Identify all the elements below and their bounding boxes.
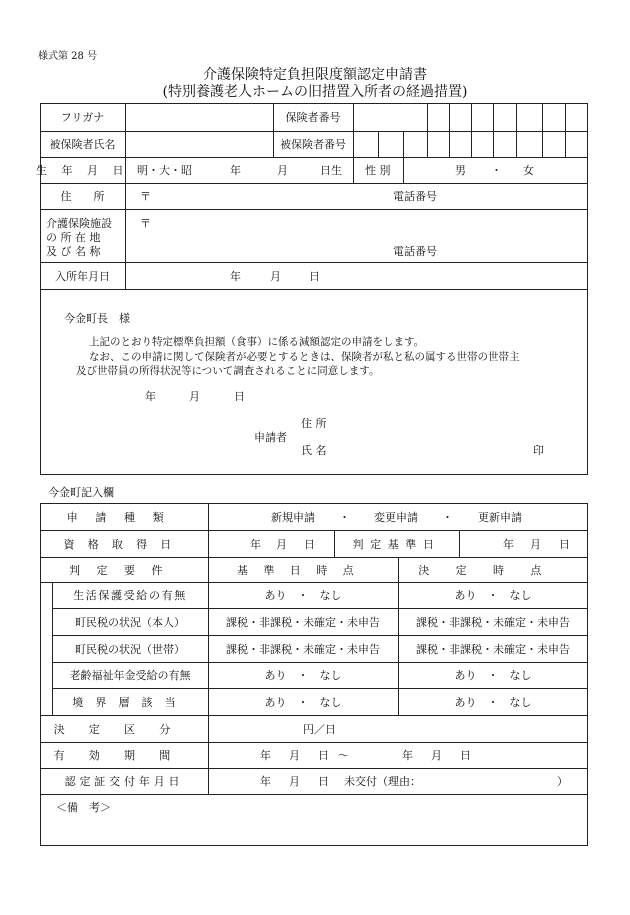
applicant-name-label: 氏 名 [301, 444, 327, 457]
valid-from-day: 日 [318, 749, 329, 762]
facility-label-2: の 所 在 地 [46, 231, 101, 244]
birth-month: 月 [277, 164, 288, 177]
declaration-month: 月 [189, 390, 200, 403]
req-row-basis-1: 課税・非課税・未確定・未申告 [226, 615, 380, 629]
req-row-label-3: 老齢福祉年金受給の有無 [69, 669, 191, 682]
declaration-paragraph-1: 上記のとおり特定標準負担額（食事）に係る減額認定の申請をします。 [89, 336, 425, 348]
decision-class-label: 決定区分 [53, 722, 195, 736]
req-row-basis-2: 課税・非課税・未確定・未申告 [226, 642, 380, 656]
declaration-year: 年 [145, 390, 156, 403]
birth-day: 日生 [320, 164, 342, 177]
qual-day: 日 [304, 537, 315, 551]
furigana-label: フリガナ [60, 111, 105, 124]
admission-label: 入所年月日 [55, 269, 110, 283]
req-row-label-0: 生活保護受給の有無 [73, 589, 187, 602]
birthdate-label: 生 年 月 日 [36, 164, 129, 177]
sex-male: 男 [455, 164, 466, 177]
sex-female: 女 [523, 164, 534, 177]
req-row-decision-4: あり ・ なし [454, 695, 532, 709]
valid-tilde: 〜 [338, 749, 349, 762]
cert-year: 年 [260, 775, 271, 788]
valid-period-label: 有効期間 [53, 749, 195, 762]
seal-mark: 印 [533, 444, 544, 457]
not-issued-reason: 未交付（理由： [344, 775, 421, 788]
req-row-label-2: 町民税の状況（世帯） [75, 642, 185, 656]
era-options: 明・大・昭 [137, 164, 192, 177]
req-row-label-4: 境界層該当 [72, 695, 188, 709]
sex-label: 性 別 [365, 164, 391, 177]
judge-basis-date-label: 判定基準日 [352, 537, 441, 551]
admission-day: 日 [309, 269, 320, 283]
page-subtitle: (特別養護老人ホームの旧措置入所者の経過措置) [162, 84, 468, 100]
applicant-label: 申請者 [254, 431, 287, 444]
app-type-label: 申請種類 [66, 510, 182, 524]
addressee: 今金町長 様 [64, 312, 130, 325]
declaration-paragraph-2a: なお、この申請に関して保険者が必要とするときは、保険者が私と私の属する世帯の世帯主 [89, 351, 520, 363]
req-row-decision-0: あり ・ なし [454, 589, 532, 602]
qual-date-label: 資格取得日 [63, 537, 185, 551]
qual-month: 月 [276, 537, 287, 551]
judge-month: 月 [530, 537, 541, 551]
facility-phone-label: 電話番号 [393, 245, 437, 258]
insured-number-label: 被保険者番号 [280, 138, 346, 151]
insurer-number-label: 保険者番号 [285, 111, 341, 124]
phone-label: 電話番号 [393, 190, 437, 203]
decision-time-label: 決定時点 [418, 563, 568, 577]
valid-from-month: 月 [289, 749, 300, 762]
req-row-decision-3: あり ・ なし [454, 669, 532, 682]
address-label: 住 所 [60, 190, 105, 203]
facility-postal-mark: 〒 [140, 217, 151, 230]
app-type-change: 変更申請 [374, 510, 418, 524]
form-number: 様式第 28 号 [38, 51, 98, 62]
remarks-label: ＜備 考＞ [56, 801, 111, 814]
valid-to-day: 日 [460, 749, 471, 762]
req-label: 判定要件 [69, 563, 179, 577]
judge-year: 年 [503, 537, 514, 551]
valid-to-month: 月 [431, 749, 442, 762]
declaration-paragraph-2b: 及び世帯員の所得状況等について調査されることに同意します。 [76, 365, 380, 377]
office-section-title: 今金町記入欄 [48, 486, 114, 499]
page-title: 介護保険特定負担限度額認定申請書 [203, 67, 427, 83]
applicant-address-label: 住 所 [301, 417, 327, 430]
req-row-decision-1: 課税・非課税・未確定・未申告 [416, 615, 570, 629]
app-type-sep-2: ・ [442, 510, 453, 524]
admission-year: 年 [230, 269, 241, 283]
req-row-basis-0: あり ・ なし [264, 589, 342, 602]
facility-label-3: 及 び 名 称 [46, 245, 101, 258]
cert-issue-label: 認定証交付年月日 [64, 775, 184, 788]
app-type-new: 新規申請 [271, 510, 315, 524]
req-row-basis-4: あり ・ なし [264, 695, 342, 709]
app-type-sep-1: ・ [339, 510, 350, 524]
req-row-label-1: 町民税の状況（本人） [75, 615, 185, 629]
facility-label-1: 介護保険施設 [46, 217, 112, 230]
yen-per-day: 円／日 [303, 722, 336, 736]
postal-mark: 〒 [140, 190, 151, 203]
declaration-day: 日 [234, 390, 245, 403]
qual-year: 年 [250, 537, 261, 551]
req-row-decision-2: 課税・非課税・未確定・未申告 [416, 642, 570, 656]
judge-day: 日 [559, 537, 570, 551]
admission-month: 月 [270, 269, 281, 283]
basis-time-label: 基準日時点 [237, 563, 369, 577]
close-paren: ） [557, 775, 568, 788]
cert-day: 日 [318, 775, 329, 788]
app-type-renew: 更新申請 [478, 510, 522, 524]
cert-month: 月 [289, 775, 300, 788]
req-row-basis-3: あり ・ なし [264, 669, 342, 682]
insured-name-label: 被保険者氏名 [49, 138, 116, 151]
birth-year: 年 [230, 164, 241, 177]
valid-from-year: 年 [260, 749, 271, 762]
sex-separator: ・ [491, 164, 502, 177]
valid-to-year: 年 [402, 749, 413, 762]
